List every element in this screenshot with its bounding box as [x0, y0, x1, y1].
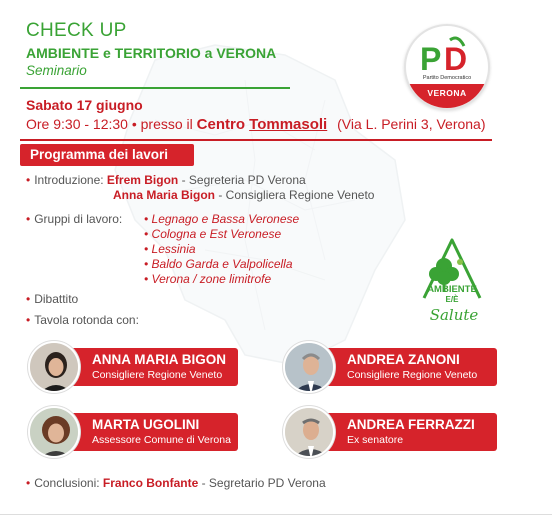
bullet: •	[26, 212, 31, 226]
program-title: Programma dei lavori	[20, 144, 194, 166]
pd-logo	[404, 24, 490, 110]
program-intro-row-2	[113, 188, 374, 202]
intro-role-1: - Segreteria PD Verona	[178, 173, 306, 187]
ambiente-conj: E/È	[445, 295, 459, 304]
bullet: •	[26, 313, 31, 327]
event-venue	[197, 116, 328, 133]
conclusion-row	[26, 476, 326, 490]
event-venue-a: Centro	[196, 116, 250, 133]
header-subtitle: Seminario	[26, 63, 87, 78]
ambiente-salute-logo	[404, 232, 500, 332]
info-divider	[20, 139, 492, 141]
bullet: •	[26, 476, 31, 490]
pd-logo-subtitle: Partito Democratico	[422, 75, 472, 81]
event-address: (Via L. Perini 3, Verona)	[337, 116, 486, 132]
group-item: • Lessinia	[144, 242, 196, 256]
ambiente-word: AMBIENTE	[427, 284, 477, 295]
intro-name-1: Efrem Bigon	[106, 173, 179, 187]
verona-province-map	[95, 40, 415, 370]
intro-role-2: - Consigliera Regione Veneto	[215, 188, 375, 202]
group-item: • Verona / zone limitrofe	[144, 272, 272, 286]
speaker-card	[307, 413, 497, 451]
event-time-venue	[26, 116, 486, 133]
bottom-rule	[0, 514, 552, 515]
speaker-role: Consigliere Regione Veneto	[347, 369, 478, 381]
svg-text:P: P	[420, 41, 442, 77]
group-item: • Baldo Garda e Valpolicella	[144, 257, 293, 271]
speaker-name: MARTA UGOLINI	[92, 417, 200, 432]
event-date: Sabato 17 giugno	[26, 97, 143, 113]
header-topic: AMBIENTE e TERRITORIO a VERONA	[26, 45, 277, 61]
group-item: • Legnago e Bassa Veronese	[144, 212, 300, 226]
speaker-name: ANNA MARIA BIGON	[92, 352, 226, 367]
program-groups-row	[26, 212, 122, 226]
speaker-photo	[283, 406, 335, 458]
speaker-photo	[28, 406, 80, 458]
bullet: •	[26, 292, 31, 306]
svg-text:D: D	[444, 41, 468, 77]
speaker-role: Consigliere Regione Veneto	[92, 369, 223, 381]
speaker-name: ANDREA FERRAZZI	[347, 417, 475, 432]
header-divider	[20, 87, 290, 89]
conclusion-role: - Segretario PD Verona	[198, 476, 326, 490]
group-item: • Cologna e Est Veronese	[144, 227, 282, 241]
intro-label: Introduzione:	[34, 173, 107, 187]
pd-logo-city: VERONA	[427, 88, 467, 98]
debate-label: Dibattito	[34, 292, 79, 306]
conclusion-label: Conclusioni:	[34, 476, 103, 490]
speaker-role: Ex senatore	[347, 434, 404, 446]
event-presso: • presso il	[127, 116, 197, 132]
program-intro-row	[26, 173, 306, 187]
program-roundtable-row	[26, 313, 139, 327]
bullet: •	[26, 173, 31, 187]
groups-label: Gruppi di lavoro:	[34, 212, 123, 226]
program-debate-row	[26, 292, 78, 306]
intro-name-2: Anna Maria Bigon	[113, 188, 216, 202]
roundtable-label: Tavola rotonda con:	[34, 313, 139, 327]
speaker-photo	[283, 341, 335, 393]
speaker-name: ANDREA ZANONI	[347, 352, 460, 367]
speaker-role: Assessore Comune di Verona	[92, 434, 231, 446]
salute-word: Salute	[429, 306, 479, 324]
event-time: Ore 9:30 - 12:30	[26, 116, 128, 132]
event-venue-b: Tommasoli	[249, 116, 328, 133]
conclusion-name: Franco Bonfante	[102, 476, 199, 490]
speaker-photo	[28, 341, 80, 393]
speaker-card	[307, 348, 497, 386]
header-checkup: CHECK UP	[26, 20, 127, 41]
